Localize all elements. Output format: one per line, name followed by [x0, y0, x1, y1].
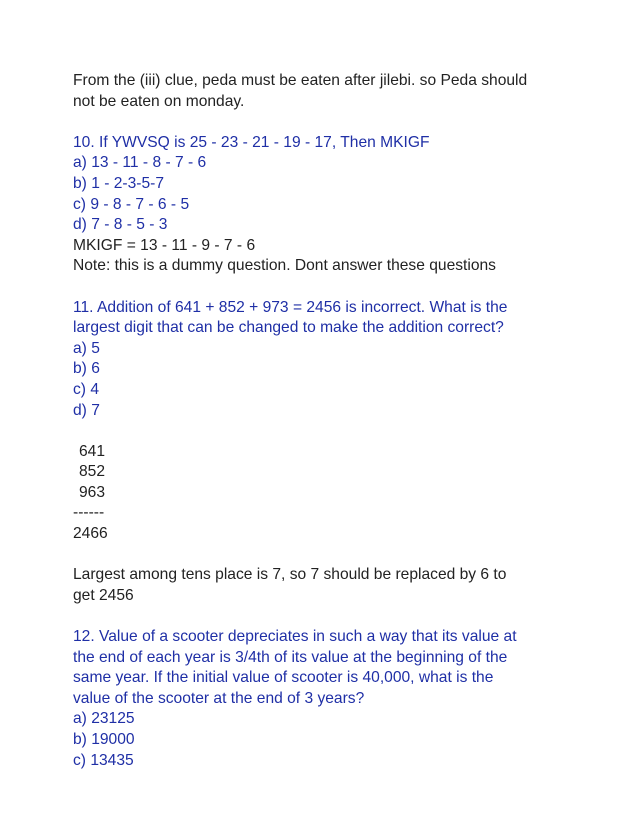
intro-line: not be eaten on monday. [73, 92, 245, 110]
question-12-text: value of the scooter at the end of 3 years? [73, 689, 365, 707]
question-11-text: 11. Addition of 641 + 852 + 973 = 2456 is incorrect. What is the [73, 298, 508, 316]
question-12-option-b: b) 19000 [73, 731, 135, 748]
question-12-option-c: c) 13435 [73, 751, 134, 769]
question-11-working [73, 442, 593, 545]
question-12 [73, 627, 593, 771]
question-12-text: same year. If the initial value of scooter is 40,000, what is the [73, 669, 494, 687]
question-11 [73, 298, 593, 422]
question-10-option-d: d) 7 - 8 - 5 - 3 [73, 216, 168, 234]
question-11-option-a: a) 5 [73, 339, 100, 357]
question-10-answer: MKIGF = 13 - 11 - 9 - 7 - 6 [73, 236, 256, 254]
working-row: 641 [79, 442, 106, 460]
question-11-option-c: c) 4 [73, 380, 99, 398]
question-11-text: largest digit that can be changed to make the addition correct? [73, 319, 504, 337]
explanation-line: get 2456 [73, 586, 134, 604]
question-10-option-c: c) 9 - 8 - 7 - 6 - 5 [73, 195, 190, 213]
question-11-explanation [73, 565, 593, 606]
intro-line: From the (iii) clue, peda must be eaten after jilebi. so Peda should [73, 72, 528, 89]
question-11-option-d: d) 7 [73, 401, 100, 419]
question-12-text: 12. Value of a scooter depreciates in such a way that its value at [73, 628, 517, 646]
explanation-line: Largest among tens place is 7, so 7 should be replaced by 6 to [73, 566, 507, 584]
document-page [73, 71, 593, 771]
working-row: 963 [79, 483, 106, 501]
question-10-note: Note: this is a dummy question. Dont answer these questions [73, 257, 496, 275]
working-sum: 2466 [73, 525, 108, 543]
question-11-option-b: b) 6 [73, 360, 100, 378]
question-10-option-b: b) 1 - 2-3-5-7 [73, 174, 164, 192]
question-10 [73, 133, 593, 277]
question-10-option-a: a) 13 - 11 - 8 - 7 - 6 [73, 154, 207, 172]
question-12-text: the end of each year is 3/4th of its value at the beginning of the [73, 648, 508, 666]
working-row: 852 [79, 463, 106, 481]
question-12-option-a: a) 23125 [73, 710, 135, 728]
question-10-text: 10. If YWVSQ is 25 - 23 - 21 - 19 - 17, Then MKIGF [73, 133, 430, 151]
working-divider: ------ [73, 504, 105, 522]
intro-paragraph [73, 71, 593, 112]
